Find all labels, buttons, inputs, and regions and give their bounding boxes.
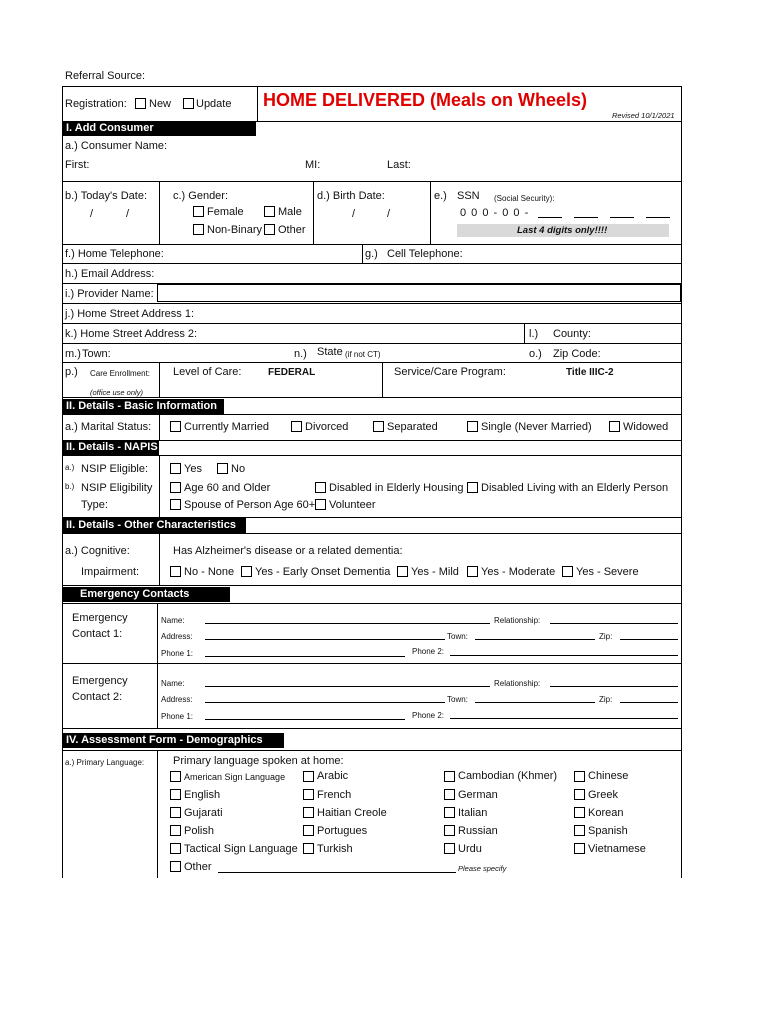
cognitive-moderate-checkbox[interactable] [467, 566, 478, 577]
contact-1-phone2-label: Phone 2: [412, 647, 445, 656]
contact-1-phone1-label: Phone 1: [161, 649, 194, 658]
street-address-2-label: k.) Home Street Address 2: [65, 328, 198, 340]
lang-other-label: Other [184, 861, 212, 873]
lang-polish-checkbox[interactable] [170, 825, 181, 836]
state-label: State [317, 346, 343, 358]
contact-2-phone1-input[interactable] [205, 719, 405, 720]
nsip-disabled-housing-checkbox[interactable] [315, 482, 326, 493]
ssn-last4-note: Last 4 digits only!!!! [517, 225, 608, 236]
gender-male-label: Male [278, 206, 302, 218]
lang-russian-checkbox[interactable] [444, 825, 455, 836]
nsip-no-checkbox[interactable] [217, 463, 228, 474]
lang-tactical-sign-label: Tactical Sign Language [184, 843, 298, 855]
primary-language-question: Primary language spoken at home: [173, 755, 344, 767]
registration-update-label: Update [196, 98, 232, 110]
contact-2-zip-input[interactable] [620, 702, 678, 703]
form-title: HOME DELIVERED (Meals on Wheels) [263, 90, 588, 110]
cognitive-question: Has Alzheimer's disease or a related dementia: [173, 545, 403, 557]
napis-a-letter: a.) [65, 463, 75, 472]
nsip-yes-label: Yes [184, 463, 202, 475]
lang-italian-label: Italian [458, 807, 488, 819]
cognitive-moderate-label: Yes - Moderate [481, 566, 556, 578]
contact-2-relationship-input[interactable] [550, 686, 678, 687]
ssn-letter: e.) [434, 190, 447, 202]
nsip-volunteer-checkbox[interactable] [315, 499, 326, 510]
lang-asl-checkbox[interactable] [170, 771, 181, 782]
marital-status-label: a.) Marital Status: [65, 421, 152, 433]
nsip-type-label: Type: [81, 499, 108, 511]
cognitive-severe-checkbox[interactable] [562, 566, 573, 577]
ssn-label: SSN [457, 190, 480, 202]
contact-2-label-1: Emergency [72, 675, 128, 687]
marital-separated-checkbox[interactable] [373, 421, 384, 432]
contact-1-label-1: Emergency [72, 612, 128, 624]
lang-chinese-label: Chinese [588, 770, 629, 782]
lang-russian-label: Russian [458, 825, 498, 837]
gender-female-label: Female [207, 206, 244, 218]
marital-widowed-label: Widowed [623, 421, 669, 433]
email-label: h.) Email Address: [65, 268, 155, 280]
county-letter: l.) [529, 328, 539, 340]
contact-2-address-input[interactable] [205, 702, 445, 703]
lang-arabic-label: Arabic [317, 770, 349, 782]
lang-english-label: English [184, 789, 221, 801]
marital-single-checkbox[interactable] [467, 421, 478, 432]
lang-french-checkbox[interactable] [303, 789, 314, 800]
cognitive-none-checkbox[interactable] [170, 566, 181, 577]
gender-female-checkbox[interactable] [193, 206, 204, 217]
lang-gujarati-checkbox[interactable] [170, 807, 181, 818]
section-napis: II. Details - NAPIS [62, 440, 159, 455]
contact-1-name-label: Name: [161, 616, 185, 625]
registration-new-label: New [149, 98, 172, 110]
provider-name-label: i.) Provider Name: [65, 288, 154, 300]
nsip-eligibility-label: NSIP Eligibility [81, 482, 153, 494]
contact-1-address-label: Address: [161, 632, 193, 641]
provider-name-input[interactable] [157, 284, 681, 302]
lang-korean-checkbox[interactable] [574, 807, 585, 818]
nsip-yes-checkbox[interactable] [170, 463, 181, 474]
contact-1-zip-label: Zip: [599, 632, 613, 641]
nsip-age60-checkbox[interactable] [170, 482, 181, 493]
ssn-digit-2-line[interactable] [574, 217, 598, 218]
street-address-1-label: j.) Home Street Address 1: [65, 308, 194, 320]
section-assessment: IV. Assessment Form - Demographics [62, 733, 284, 748]
nsip-eligible-label: NSIP Eligible: [81, 463, 149, 475]
contact-2-address-label: Address: [161, 695, 193, 704]
lang-cambodian-label: Cambodian (Khmer) [458, 770, 558, 782]
cognitive-early-onset-checkbox[interactable] [241, 566, 252, 577]
contact-1-phone1-input[interactable] [205, 656, 405, 657]
home-telephone-label: f.) Home Telephone: [65, 248, 164, 260]
gender-male-checkbox[interactable] [264, 206, 275, 217]
contact-1-town-input[interactable] [475, 639, 595, 640]
cell-letter: g.) [365, 248, 378, 260]
state-letter: n.) [294, 348, 307, 360]
cognitive-mild-checkbox[interactable] [397, 566, 408, 577]
contact-2-phone2-input[interactable] [450, 718, 678, 719]
marital-single-label: Single (Never Married) [481, 421, 592, 433]
napis-b-letter: b.) [65, 482, 75, 491]
lang-polish-label: Polish [184, 825, 214, 837]
nsip-disabled-living-label: Disabled Living with an Elderly Person [481, 482, 669, 494]
please-specify-note: Please specify [458, 864, 507, 873]
lang-spanish-label: Spanish [588, 825, 628, 837]
lang-haitian-creole-checkbox[interactable] [303, 807, 314, 818]
zip-code-label: Zip Code: [553, 348, 601, 360]
lang-german-label: German [458, 789, 498, 801]
ssn-digit-4-line[interactable] [646, 217, 670, 218]
service-program-label: Service/Care Program: [394, 366, 506, 378]
section-add-consumer: I. Add Consumer [62, 121, 256, 136]
birth-date-label: d.) Birth Date: [317, 190, 385, 202]
lang-vietnamese-checkbox[interactable] [574, 843, 585, 854]
contact-1-relationship-label: Relationship: [494, 616, 541, 625]
marital-separated-label: Separated [387, 421, 438, 433]
contact-2-town-label: Town: [447, 695, 468, 704]
cognitive-none-label: No - None [184, 566, 235, 578]
gender-label: c.) Gender: [173, 190, 229, 202]
care-letter: p.) [65, 366, 78, 378]
contact-2-phone2-label: Phone 2: [412, 711, 445, 720]
lang-italian-checkbox[interactable] [444, 807, 455, 818]
contact-2-town-input[interactable] [475, 702, 595, 703]
lang-turkish-label: Turkish [317, 843, 353, 855]
gender-other-label: Other [278, 224, 306, 236]
lang-vietnamese-label: Vietnamese [588, 843, 646, 855]
impairment-label: Impairment: [81, 566, 140, 578]
todays-date-slash-1: / [90, 208, 94, 220]
lang-french-label: French [317, 789, 352, 801]
ssn-note: (Social Security): [494, 194, 555, 203]
town-label: Town: [82, 348, 111, 360]
lang-urdu-label: Urdu [458, 843, 482, 855]
ssn-digit-3-line[interactable] [610, 217, 634, 218]
marital-married-label: Currently Married [184, 421, 269, 433]
todays-date-label: b.) Today's Date: [65, 190, 147, 202]
contact-2-label-2: Contact 2: [72, 691, 123, 703]
cognitive-mild-label: Yes - Mild [411, 566, 459, 578]
lang-greek-checkbox[interactable] [574, 789, 585, 800]
lang-portugues-checkbox[interactable] [303, 825, 314, 836]
lang-tactical-sign-checkbox[interactable] [170, 843, 181, 854]
lang-chinese-checkbox[interactable] [574, 771, 585, 782]
marital-married-checkbox[interactable] [170, 421, 181, 432]
nsip-disabled-living-checkbox[interactable] [467, 482, 478, 493]
care-enrollment-label: Care Enrollment: [90, 369, 151, 378]
lang-cambodian-checkbox[interactable] [444, 771, 455, 782]
nsip-volunteer-label: Volunteer [329, 499, 376, 511]
county-label: County: [553, 328, 591, 340]
contact-1-phone2-input[interactable] [450, 655, 678, 656]
lang-asl-label: American Sign Language [184, 772, 286, 782]
nsip-disabled-housing-label: Disabled in Elderly Housing [329, 482, 464, 494]
contact-1-address-input[interactable] [205, 639, 445, 640]
birth-date-slash-2: / [387, 208, 391, 220]
lang-other-checkbox[interactable] [170, 861, 181, 872]
cognitive-early-onset-label: Yes - Early Onset Dementia [255, 566, 391, 578]
contact-2-name-input[interactable] [205, 686, 490, 687]
section-basic-information: II. Details - Basic Information [62, 399, 224, 414]
consumer-name-label: a.) Consumer Name: [65, 140, 168, 152]
ssn-digit-1-line[interactable] [538, 217, 562, 218]
todays-date-slash-2: / [126, 208, 130, 220]
zip-letter: o.) [529, 348, 542, 360]
lang-english-checkbox[interactable] [170, 789, 181, 800]
marital-divorced-label: Divorced [305, 421, 349, 433]
contact-2-zip-label: Zip: [599, 695, 613, 704]
registration-update-checkbox[interactable] [183, 98, 194, 109]
primary-language-label: a.) Primary Language: [65, 758, 145, 767]
lang-urdu-checkbox[interactable] [444, 843, 455, 854]
lang-arabic-checkbox[interactable] [303, 771, 314, 782]
gender-nonbinary-label: Non-Binary [207, 224, 263, 236]
lang-haitian-creole-label: Haitian Creole [317, 807, 387, 819]
lang-turkish-checkbox[interactable] [303, 843, 314, 854]
gender-nonbinary-checkbox[interactable] [193, 224, 204, 235]
contact-1-zip-input[interactable] [620, 639, 678, 640]
marital-divorced-checkbox[interactable] [291, 421, 302, 432]
gender-other-checkbox[interactable] [264, 224, 275, 235]
lang-german-checkbox[interactable] [444, 789, 455, 800]
lang-korean-label: Korean [588, 807, 624, 819]
last-name-label: Last: [387, 159, 411, 171]
lang-spanish-checkbox[interactable] [574, 825, 585, 836]
ssn-prefix: 0 0 0 - 0 0 - [460, 207, 530, 219]
contact-1-town-label: Town: [447, 632, 468, 641]
nsip-spouse-checkbox[interactable] [170, 499, 181, 510]
referral-source-label: Referral Source: [65, 70, 146, 82]
contact-2-relationship-label: Relationship: [494, 679, 541, 688]
cell-telephone-label: Cell Telephone: [387, 248, 463, 260]
contact-1-relationship-input[interactable] [550, 623, 678, 624]
nsip-age60-label: Age 60 and Older [184, 482, 271, 494]
nsip-spouse-label: Spouse of Person Age 60+ [184, 499, 316, 511]
lang-greek-label: Greek [588, 789, 618, 801]
lang-gujarati-label: Gujarati [184, 807, 223, 819]
contact-1-name-input[interactable] [205, 623, 490, 624]
contact-2-name-label: Name: [161, 679, 185, 688]
nsip-no-label: No [231, 463, 246, 475]
lang-portugues-label: Portugues [317, 825, 368, 837]
registration-new-checkbox[interactable] [135, 98, 146, 109]
revised-date: Revised 10/1/2021 [612, 111, 675, 120]
registration-label: Registration: [65, 98, 127, 110]
marital-widowed-checkbox[interactable] [609, 421, 620, 432]
town-letter: m.) [65, 348, 81, 360]
service-program-value: Title IIIC-2 [566, 367, 614, 378]
lang-other-specify-input[interactable] [218, 872, 456, 873]
cognitive-label: a.) Cognitive: [65, 545, 130, 557]
cognitive-severe-label: Yes - Severe [576, 566, 639, 578]
contact-1-label-2: Contact 1: [72, 628, 123, 640]
first-name-label: First: [65, 159, 90, 171]
mi-label: MI: [305, 159, 321, 171]
section-emergency-contacts: Emergency Contacts [62, 587, 230, 602]
office-use-note: (office use only) [90, 388, 143, 397]
level-of-care-label: Level of Care: [173, 366, 242, 378]
birth-date-slash-1: / [352, 208, 356, 220]
state-note: (if not CT) [345, 350, 381, 359]
contact-2-phone1-label: Phone 1: [161, 712, 194, 721]
section-other-characteristics: II. Details - Other Characteristics [62, 518, 246, 533]
level-of-care-value: FEDERAL [268, 367, 316, 378]
